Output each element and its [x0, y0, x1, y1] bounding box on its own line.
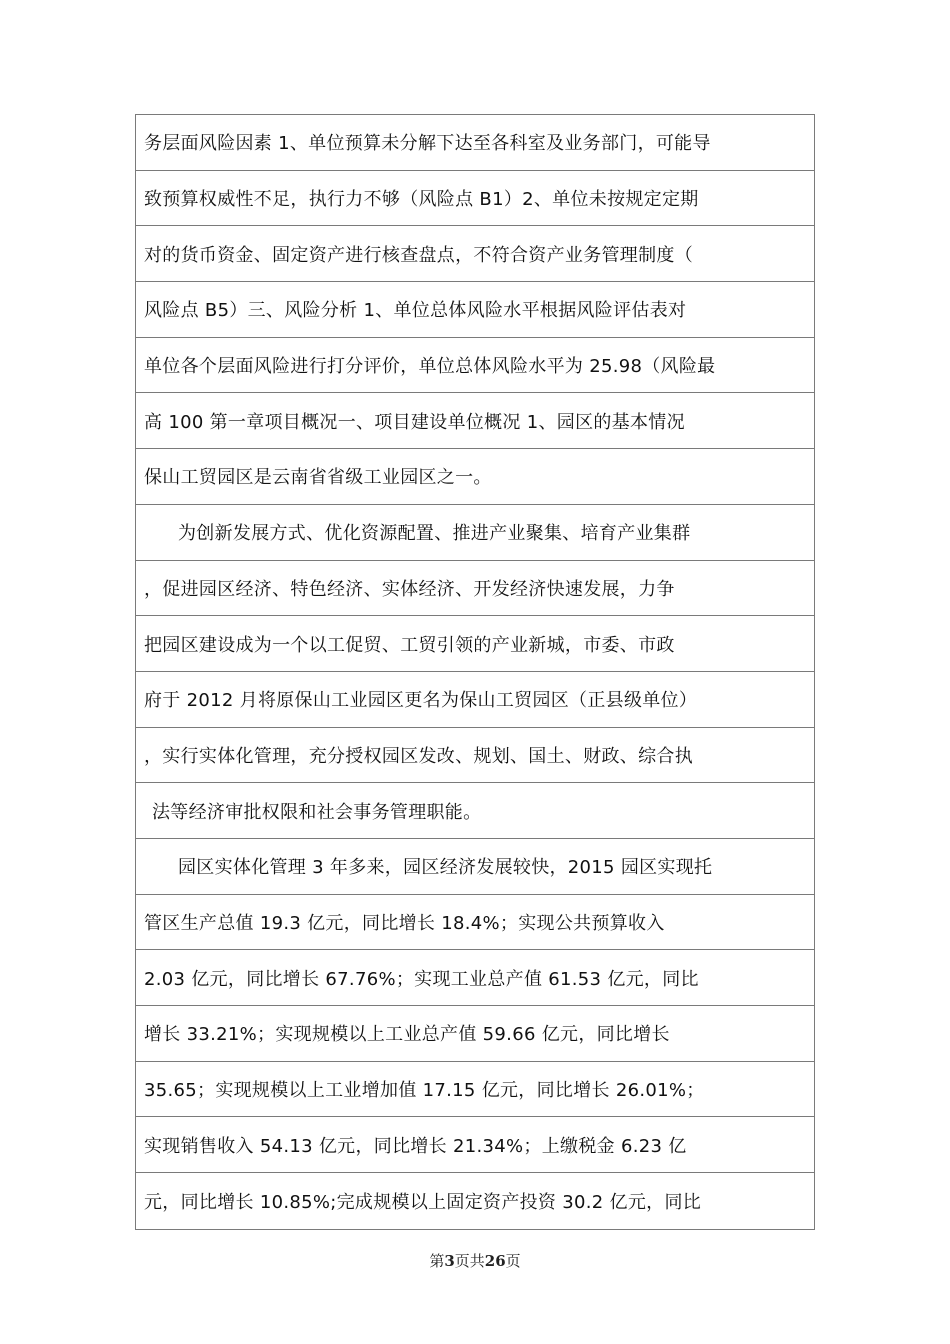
- text-line: ，实行实体化管理，充分授权园区发改、规划、国土、财政、综合执: [136, 728, 814, 784]
- footer-total-pages: 26: [484, 1252, 506, 1270]
- text-line: 对的货币资金、固定资产进行核查盘点，不符合资产业务管理制度（: [136, 226, 814, 282]
- text-line: 风险点 B5）三、风险分析 1、单位总体风险水平根据风险评估表对: [136, 282, 814, 338]
- footer-middle: 页共: [454, 1252, 485, 1270]
- text-line: 法等经济审批权限和社会事务管理职能。: [136, 783, 814, 839]
- text-line: 2.03 亿元，同比增长 67.76%；实现工业总产值 61.53 亿元，同比: [136, 950, 814, 1006]
- page-footer: [0, 1250, 950, 1271]
- text-line: 府于 2012 月将原保山工业园区更名为保山工贸园区（正县级单位）: [136, 672, 814, 728]
- text-line: 35.65；实现规模以上工业增加值 17.15 亿元，同比增长 26.01%；: [136, 1062, 814, 1118]
- text-line: 园区实体化管理 3 年多来，园区经济发展较快，2015 园区实现托: [136, 839, 814, 895]
- document-text-table: [135, 114, 815, 1230]
- text-line: 致预算权威性不足，执行力不够（风险点 B1）2、单位未按规定定期: [136, 171, 814, 227]
- text-line: 管区生产总值 19.3 亿元，同比增长 18.4%；实现公共预算收入: [136, 895, 814, 951]
- text-line: 单位各个层面风险进行打分评价，单位总体风险水平为 25.98（风险最: [136, 338, 814, 394]
- footer-prefix: 第: [429, 1252, 445, 1270]
- text-line: 务层面风险因素 1、单位预算未分解下达至各科室及业务部门，可能导: [136, 115, 814, 171]
- text-line: 把园区建设成为一个以工促贸、工贸引领的产业新城，市委、市政: [136, 616, 814, 672]
- text-line: 增长 33.21%；实现规模以上工业总产值 59.66 亿元，同比增长: [136, 1006, 814, 1062]
- text-line: 高 100 第一章项目概况一、项目建设单位概况 1、园区的基本情况: [136, 393, 814, 449]
- text-line: 为创新发展方式、优化资源配置、推进产业聚集、培育产业集群: [136, 505, 814, 561]
- text-line: 实现销售收入 54.13 亿元，同比增长 21.34%；上缴税金 6.23 亿: [136, 1117, 814, 1173]
- footer-suffix: 页: [505, 1252, 521, 1270]
- text-line: 保山工贸园区是云南省省级工业园区之一。: [136, 449, 814, 505]
- footer-page-number: 3: [444, 1252, 455, 1270]
- text-line: 元，同比增长 10.85%;完成规模以上固定资产投资 30.2 亿元，同比: [144, 1191, 702, 1213]
- text-line: ，促进园区经济、特色经济、实体经济、开发经济快速发展，力争: [136, 561, 814, 617]
